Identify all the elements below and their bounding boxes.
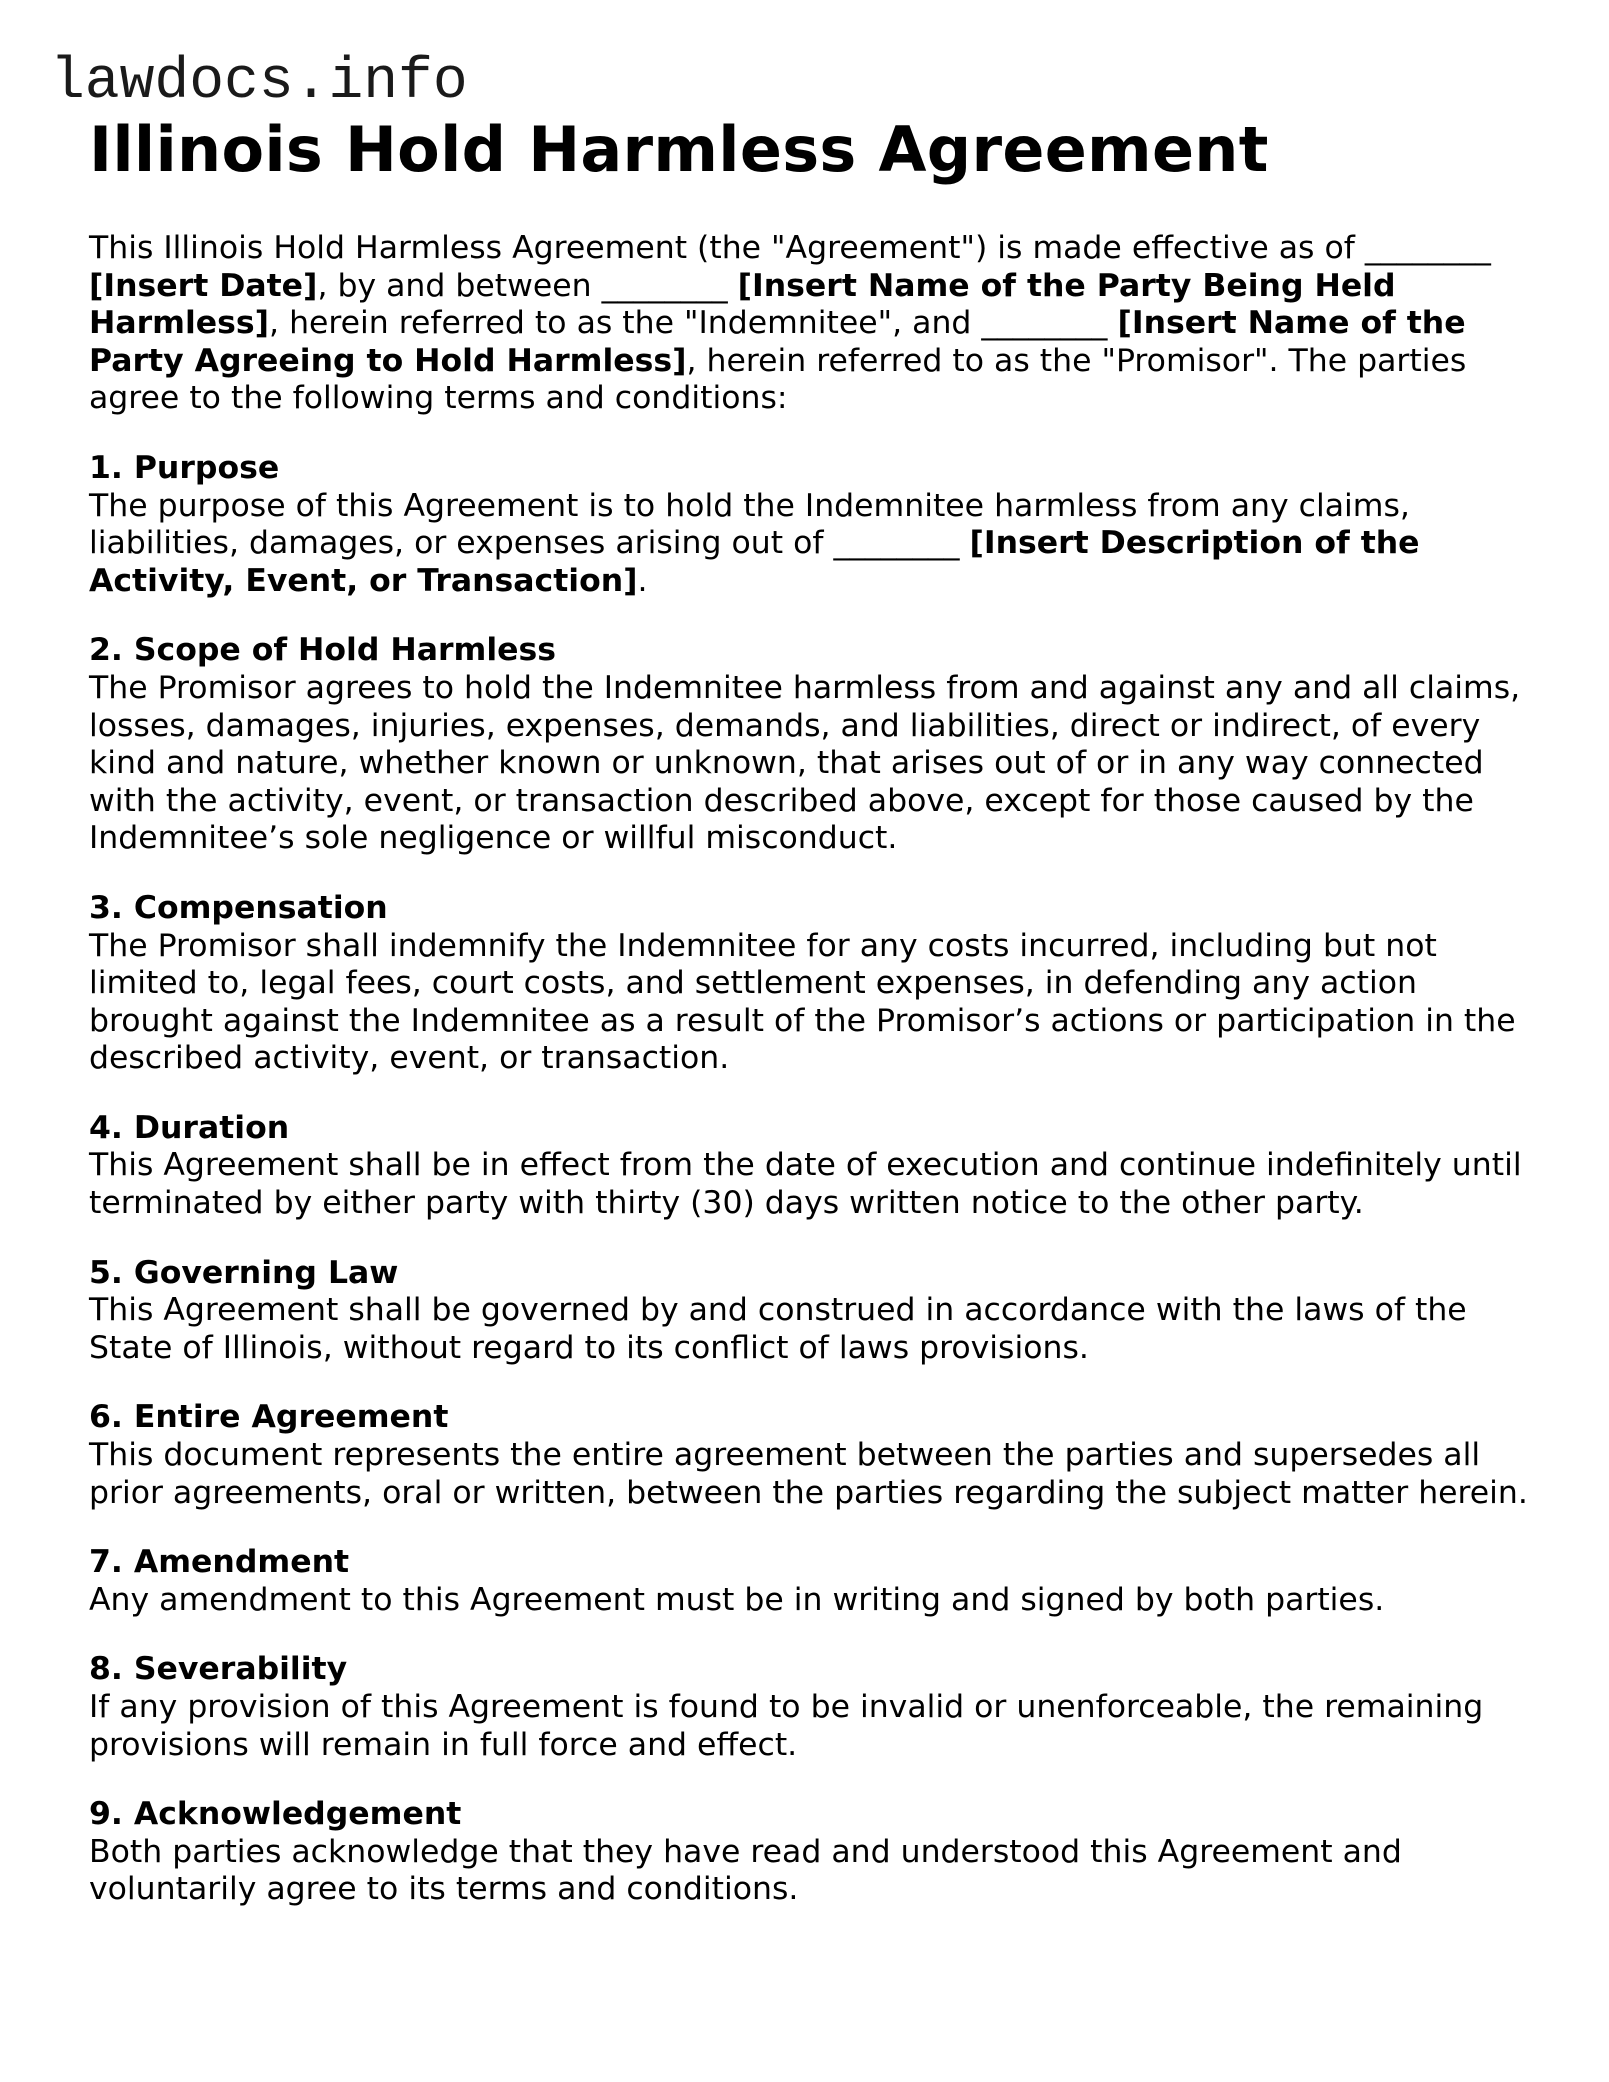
promisor-placeholder: [Insert Name of the Party Agreeing to Hold Harmless]: [89, 305, 1466, 379]
section-amendment: [89, 1544, 1529, 1619]
section-title: 4. Duration: [89, 1109, 290, 1146]
section-title: 8. Severability: [89, 1651, 348, 1688]
section-title: 2. Scope of Hold Harmless: [89, 632, 556, 669]
indemnitee-placeholder: [Insert Name of the Party Being Held Harmless]: [89, 267, 1396, 342]
section-body: This Agreement shall be governed by and construed in accordance with the laws of the State of Illinois, without regard to its conflict of laws provisions.: [89, 1292, 1467, 1366]
section-body: The Promisor agrees to hold the Indemnitee harmless from and against any and all claims, losses, damages, injuries, expenses, demands, and liabilities, direct or indirect, of every kind and nature, whether known or unknown, that arises out of or in any way connected with the activity, event, or transaction described above, except for those caused by the Indemnitee’s sole negligence or willful misconduct.: [89, 669, 1521, 857]
section-body: The Promisor shall indemnify the Indemnitee for any costs incurred, including but not limited to, legal fees, court costs, and settlement expenses, in defending any action brought against the Indemnitee as a result of the Promisor’s actions or participation in the described activity, event, or transaction.: [89, 927, 1516, 1077]
section-title: 1. Purpose: [89, 449, 280, 486]
document-title: Illinois Hold Harmless Agreement: [89, 113, 1269, 186]
section-governing-law: [89, 1255, 1529, 1368]
section-acknowledgement: [89, 1796, 1529, 1909]
section-severability: [89, 1651, 1529, 1764]
section-body: This Agreement shall be in effect from the date of execution and continue indefinitely until terminated by either party with thirty (30) days written notice to the other party.: [89, 1147, 1522, 1222]
section-body: If any provision of this Agreement is found to be invalid or unenforceable, the remaining provisions will remain in full force and effect.: [89, 1689, 1484, 1763]
section-title: 9. Acknowledgement: [89, 1796, 462, 1833]
section-duration: [89, 1110, 1529, 1223]
section-title: 7. Amendment: [89, 1544, 350, 1581]
section-title: 3. Compensation: [89, 889, 388, 926]
section-title: 6. Entire Agreement: [89, 1399, 449, 1436]
activity-placeholder: [Insert Description of the Activity, Event, or Transaction]: [89, 525, 1420, 599]
section-scope: [89, 632, 1529, 858]
site-watermark: lawdocs.info: [50, 50, 468, 115]
section-body: This document represents the entire agreement between the parties and supersedes all prior agreements, oral or written, between the parties regarding the subject matter herein.: [89, 1437, 1528, 1511]
section-body: Any amendment to this Agreement must be in writing and signed by both parties.: [89, 1581, 1385, 1618]
document-page: [89, 110, 1529, 1909]
section-title: 5. Governing Law: [89, 1254, 399, 1291]
section-entire-agreement: [89, 1399, 1529, 1512]
date-placeholder: [Insert Date]: [89, 267, 318, 304]
section-body: The purpose of this Agreement is to hold the Indemnitee harmless from any claims, liabilities, damages, or expenses arising out of ________ [Insert Description of the Activity, Event, or Transaction].: [89, 487, 1420, 599]
section-purpose: [89, 450, 1529, 600]
section-body: Both parties acknowledge that they have read and understood this Agreement and voluntarily agree to its terms and conditions.: [89, 1833, 1402, 1908]
intro-paragraph: This Illinois Hold Harmless Agreement (the "Agreement") is made effective as of ________ [Insert Date], by and between ________ [Insert Name of the Party Being Held Harmless], herein referred to as the "Indemnitee", and ________ [Insert Name of the Party Agreeing to Hold Harmless], herein referred to as the "Promisor". The parties agree to the following terms and conditions:: [89, 230, 1491, 417]
section-compensation: [89, 890, 1529, 1078]
